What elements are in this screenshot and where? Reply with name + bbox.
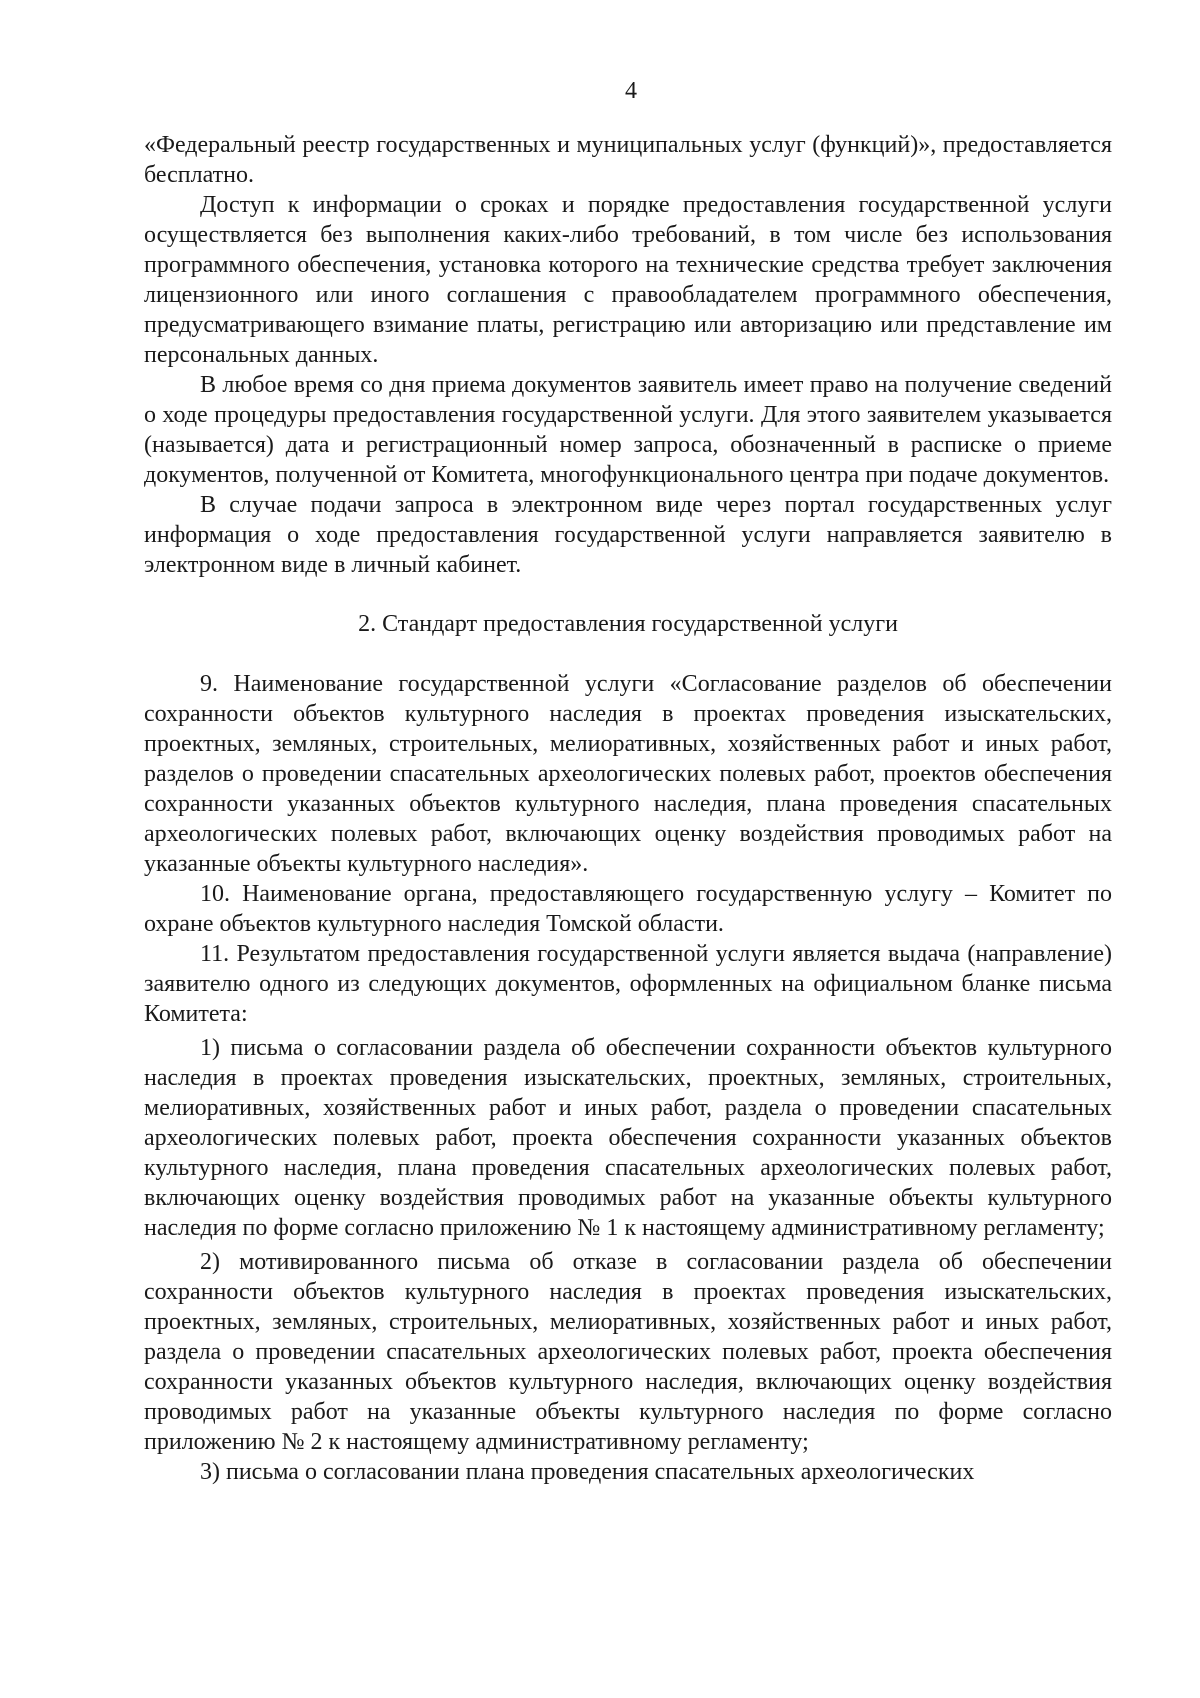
paragraph-access-info: Доступ к информации о сроках и порядке предоставления государственной услуги осуществляется без выполнения каких-либо требований, в том числе без использования программного обеспечения, установка которого на технические средства требует заключения лицензионного или иного соглашения с правообладателем программного обеспечения, предусматривающего взимание платы, регистрацию или авторизацию или представление им персональных данных. <box>144 192 1112 368</box>
document-body <box>144 130 1112 1487</box>
section-title: 2. Стандарт предоставления государственной услуги <box>358 611 898 637</box>
item-9-service-name: 9. Наименование государственной услуги «Согласование разделов об обеспечении сохранности объектов культурного наследия в проектах проведения изыскательских, проектных, земляных, строительных, мелиоративных, хозяйственных работ и иных работ, разделов о проведении спасательных археологических полевых работ, проектов обеспечения сохранности указанных объектов культурного наследия, плана проведения спасательных археологических полевых работ, включающих оценку воздействия проводимых работ на указанные объекты культурного наследия». <box>144 671 1112 877</box>
paragraph-registry-free: «Федеральный реестр государственных и муниципальных услуг (функций)», предоставляется бесплатно. <box>144 132 1112 188</box>
subitem-1-approval-letter: 1) письма о согласовании раздела об обеспечении сохранности объектов культурного наследия в проектах проведения изыскательских, проектных, земляных, строительных, мелиоративных, хозяйственных работ и иных работ, раздела о проведении спасательных археологических полевых работ, проекта обеспечения сохранности указанных объектов культурного наследия, плана проведения спасательных археологических полевых работ, включающих оценку воздействия проводимых работ на указанные объекты культурного наследия по форме согласно приложению № 1 к настоящему административному регламенту; <box>144 1035 1112 1241</box>
paragraph-status-info: В любое время со дня приема документов заявитель имеет право на получение сведений о ходе процедуры предоставления государственной услуги. Для этого заявителем указывается (называется) дата и регистрационный номер запроса, обозначенный в расписке о приеме документов, полученной от Комитета, многофункционального центра при подаче документов. <box>144 372 1112 488</box>
page-number: 4 <box>625 78 637 104</box>
item-10-authority-name: 10. Наименование органа, предоставляющего государственную услугу – Комитет по охране объектов культурного наследия Томской области. <box>144 881 1112 937</box>
paragraph-electronic-request: В случае подачи запроса в электронном виде через портал государственных услуг информация о ходе предоставления государственной услуги направляется заявителю в электронном виде в личный кабинет. <box>144 492 1112 578</box>
item-11-service-result: 11. Результатом предоставления государственной услуги является выдача (направление) заявителю одного из следующих документов, оформленных на официальном бланке письма Комитета: <box>144 941 1112 1027</box>
subitem-2-refusal-letter: 2) мотивированного письма об отказе в согласовании раздела об обеспечении сохранности объектов культурного наследия в проектах проведения изыскательских, проектных, земляных, строительных, мелиоративных, хозяйственных работ и иных работ, раздела о проведении спасательных археологических полевых работ, проекта обеспечения сохранности указанных объектов культурного наследия, включающих оценку воздействия проводимых работ на указанные объекты культурного наследия по форме согласно приложению № 2 к настоящему административному регламенту; <box>144 1249 1112 1455</box>
subitem-3-plan-approval: 3) письма о согласовании плана проведения спасательных археологических <box>200 1459 975 1485</box>
